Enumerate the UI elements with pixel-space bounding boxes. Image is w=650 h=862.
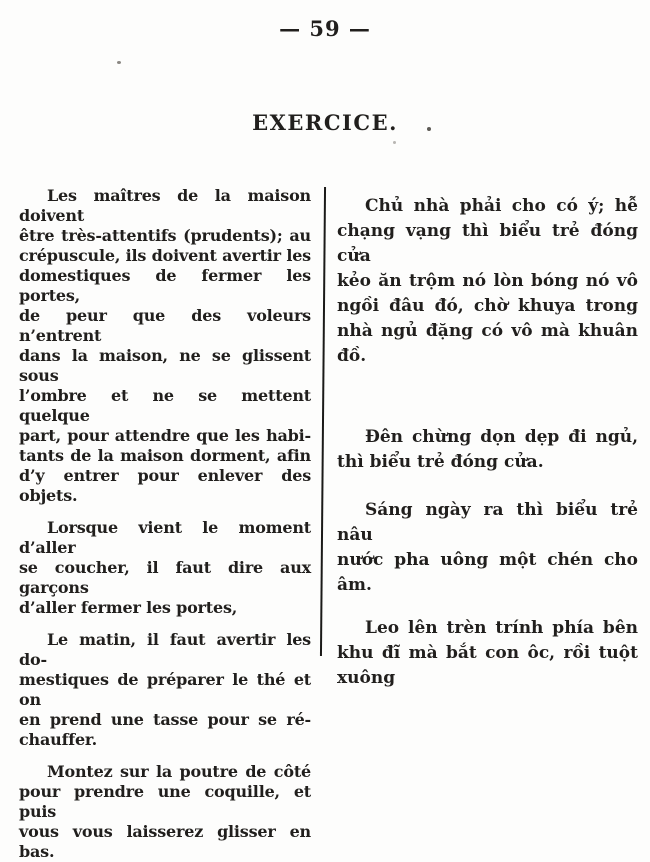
paragraph-vietnamese-1 bbox=[337, 194, 638, 369]
paragraph-french-3 bbox=[19, 630, 311, 750]
text-line: ngồi đâu đó, chờ khuya trong bbox=[337, 296, 638, 316]
scan-speck bbox=[393, 141, 396, 144]
text-line: pour prendre une coquille, et puis bbox=[19, 782, 311, 821]
paragraph-french-4 bbox=[19, 762, 311, 862]
french-column bbox=[19, 186, 311, 862]
text-line: nhà ngủ đặng có vô mà khuân bbox=[337, 321, 638, 341]
text-line: dans la maison, ne se glissent sous bbox=[19, 346, 311, 385]
text-line: Le matin, il faut avertir les do- bbox=[19, 630, 311, 669]
text-line: Montez sur la poutre de côté bbox=[47, 762, 311, 781]
text-line: nước pha uông một chén cho bbox=[337, 550, 638, 570]
text-line: Đên chừng dọn dẹp đi ngủ, bbox=[365, 427, 638, 447]
text-line: âm. bbox=[337, 575, 372, 595]
text-line: en prend une tasse pour se ré- bbox=[19, 710, 311, 729]
text-line: l’ombre et ne se mettent quelque bbox=[19, 386, 311, 425]
scan-speck bbox=[427, 127, 431, 131]
text-line: crépuscule, ils doivent avertir les bbox=[19, 246, 311, 265]
paragraph-vietnamese-4 bbox=[337, 616, 638, 691]
text-line: vous vous laisserez glisser en bas. bbox=[19, 822, 311, 861]
vietnamese-column bbox=[337, 186, 638, 691]
scan-speck bbox=[117, 61, 121, 64]
text-line: d’aller fermer les portes, bbox=[19, 598, 238, 617]
text-line: se coucher, il faut dire aux garçons bbox=[19, 558, 311, 597]
text-line: part, pour attendre que les habi- bbox=[19, 426, 311, 445]
text-line: chauffer. bbox=[19, 730, 98, 749]
text-line: Sáng ngày ra thì biểu trẻ nâu bbox=[337, 500, 638, 545]
text-line: đồ. bbox=[337, 346, 367, 366]
text-line: xuông bbox=[337, 668, 396, 688]
text-line: chạng vạng thì biểu trẻ đóng cửa bbox=[337, 221, 638, 266]
paragraph-vietnamese-3 bbox=[337, 498, 638, 598]
page-number: — 59 — bbox=[279, 16, 371, 41]
text-line: d’y entrer pour enlever des objets. bbox=[19, 466, 311, 505]
text-line: de peur que des voleurs n’entrent bbox=[19, 306, 311, 345]
text-line: domestiques de fermer les portes, bbox=[19, 266, 311, 305]
column-divider bbox=[320, 187, 326, 656]
text-line: Les maîtres de la maison doivent bbox=[19, 186, 311, 225]
text-line: khu đĩ mà bắt con ôc, rồi tuột bbox=[337, 643, 638, 663]
text-line: mestiques de préparer le thé et on bbox=[19, 670, 311, 709]
text-line: kẻo ăn trộm nó lòn bóng nó vô bbox=[337, 271, 638, 291]
text-line: Lorsque vient le moment d’aller bbox=[19, 518, 311, 557]
page-title: EXERCICE. bbox=[252, 110, 398, 135]
paragraph-french-2 bbox=[19, 518, 311, 618]
text-line: thì biểu trẻ đóng cửa. bbox=[337, 452, 544, 472]
text-line: Leo lên trèn trính phía bên bbox=[365, 618, 638, 638]
text-line: être très-attentifs (prudents); au bbox=[19, 226, 311, 245]
paragraph-french-1 bbox=[19, 186, 311, 506]
paragraph-vietnamese-2 bbox=[337, 425, 638, 475]
text-line: tants de la maison dorment, afin bbox=[19, 446, 311, 465]
text-line: Chủ nhà phải cho có ý; hễ bbox=[365, 196, 638, 216]
